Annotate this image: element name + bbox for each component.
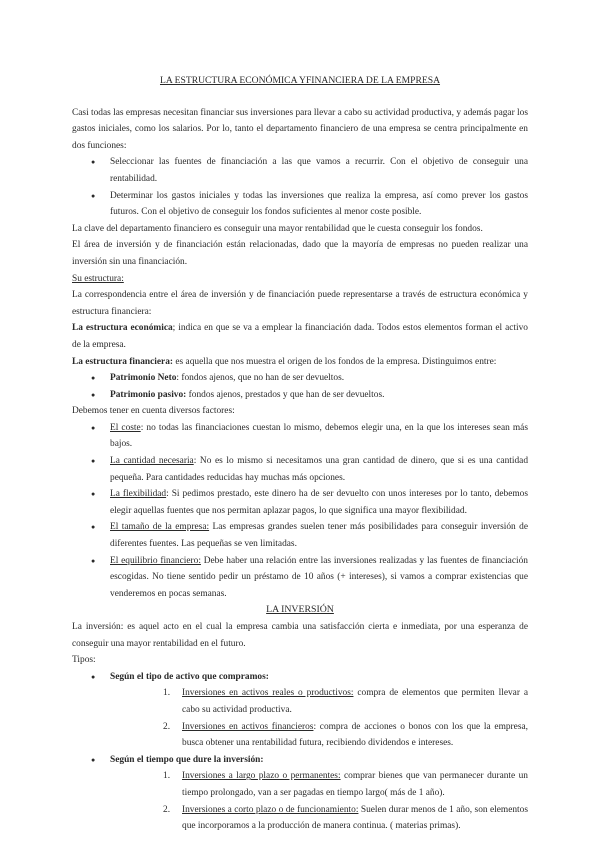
patrimony-list <box>72 370 528 403</box>
financial-structure-paragraph: La estructura financiera: es aquella que nos muestra el origen de los fondos de la empresa. Distinguimos entre: <box>72 356 497 367</box>
list-item: ● El tamaño de la empresa: Las empresas grandes suelen tener más posibilidades para conseguir inversión de diferentes fuentes. Las pequeñas se ven limitadas. <box>72 519 528 552</box>
type-heading: Según el tipo de activo que compramos: <box>110 671 269 682</box>
sublist-item: 1. Inversiones en activos reales o productivos: compra de elementos que permiten llevar a cabo su actividad productiva. <box>163 688 528 715</box>
types-list <box>72 669 528 835</box>
list-item: ● Patrimonio pasivo: fondos ajenos, prestados y que han de ser devueltos. <box>72 387 528 404</box>
list-item: ● Patrimonio Neto: fondos ajenos, que no han de ser devueltos. <box>72 370 528 387</box>
list-item: ● La cantidad necesaria: No es lo mismo si necesitamos una gran cantidad de dinero, que si es una cantidad pequeña. Para cantidades reducidas hay muchas más opciones. <box>72 453 528 486</box>
type-sublist <box>110 685 528 751</box>
functions-list <box>72 154 528 220</box>
list-item: ● El equilibrio financiero: Debe haber una relación entre las inversiones realizadas y las fuentes de financiación escogidas. No tiene sentido pedir un préstamo de 10 años (+ intereses), si vamos a comprar existencias que venderemos en pocas semanas. <box>72 553 528 603</box>
relation-paragraph: El área de inversión y de financiación están relacionadas, dado que la mayoría de empresas no pueden realizar una inversión sin una financiación. <box>72 240 528 267</box>
economic-structure-paragraph: La estructura económica; indica en que se va a emplear la financiación dada. Todos estos elementos forman el activo de la empresa. <box>72 323 528 350</box>
document-title: LA ESTRUCTURA ECONÓMICA YFINANCIERA DE LA EMPRESA <box>159 75 441 86</box>
list-item <box>72 669 528 752</box>
sublist-item: 2. Inversiones a corto plazo o de funcionamiento: Suelen durar menos de 1 año, son elementos que incorporamos a la producción de manera continua. ( materias primas). <box>163 804 528 832</box>
investment-definition: La inversión: es aquel acto en el cual la empresa cambia una satisfacción cierta e inmediata, por una esperanza de conseguir una mayor rentabilidad en el futuro. <box>72 622 528 649</box>
factors-intro: Debemos tener en cuenta diversos factores: <box>72 406 235 417</box>
sublist-item: 1. Inversiones a largo plazo o permanentes: comprar bienes que van permanecer durante un tiempo prolongado, van a ser pagadas en tiempo largo( más de 1 año). <box>163 771 528 798</box>
list-item: ● Determinar los gastos iniciales y todas las inversiones que realiza la empresa, así como prever los gastos futuros. Con el objetivo de conseguir los fondos suficientes al menor coste posible. <box>72 188 528 221</box>
intro-paragraph: Casi todas las empresas necesitan financiar sus inversiones para llevar a cabo su actividad productiva, y además pagar los gastos iniciales, como los salarios. Por lo, tanto el departamento financiero de una empresa se centra principalmente en dos funciones: <box>72 107 528 151</box>
list-item: ● Seleccionar las fuentes de financiación a las que vamos a recurrir. Con el objetivo de conseguir una rentabilidad. <box>72 154 528 187</box>
list-item: ● El coste: no todas las financiaciones cuestan lo mismo, debemos elegir una, en la que los intereses sean más bajos. <box>72 420 528 453</box>
correspondence-paragraph: La correspondencia entre el área de inversión y de financiación puede representarse a través de estructura económica y estructura financiera: <box>72 290 528 317</box>
list-item: ● La flexibilidad: Si pedimos prestado, este dinero ha de ser devuelto con unos intereses por lo tanto, debemos elegir aquellas fuentes que nos permitan aplazar pagos, lo que significa una mayor flexibilidad. <box>72 486 528 519</box>
list-item <box>72 752 528 835</box>
key-paragraph: La clave del departamento financiero es conseguir una mayor rentabilidad que le cuesta conseguir los fondos. <box>72 223 483 234</box>
type-sublist <box>110 768 528 834</box>
types-label: Tipos: <box>72 655 96 666</box>
sublist-item: 2. Inversiones en activos financieros: compra de acciones o bonos con los que la empresa, busca obtener una rentabilidad futura, recibiendo dividendos e intereses. <box>163 721 528 749</box>
type-heading: Según el tiempo que dure la inversión: <box>110 754 264 765</box>
factors-list <box>72 420 528 603</box>
structure-heading: Su estructura: <box>72 273 124 284</box>
investment-title: LA INVERSIÓN <box>266 604 334 616</box>
